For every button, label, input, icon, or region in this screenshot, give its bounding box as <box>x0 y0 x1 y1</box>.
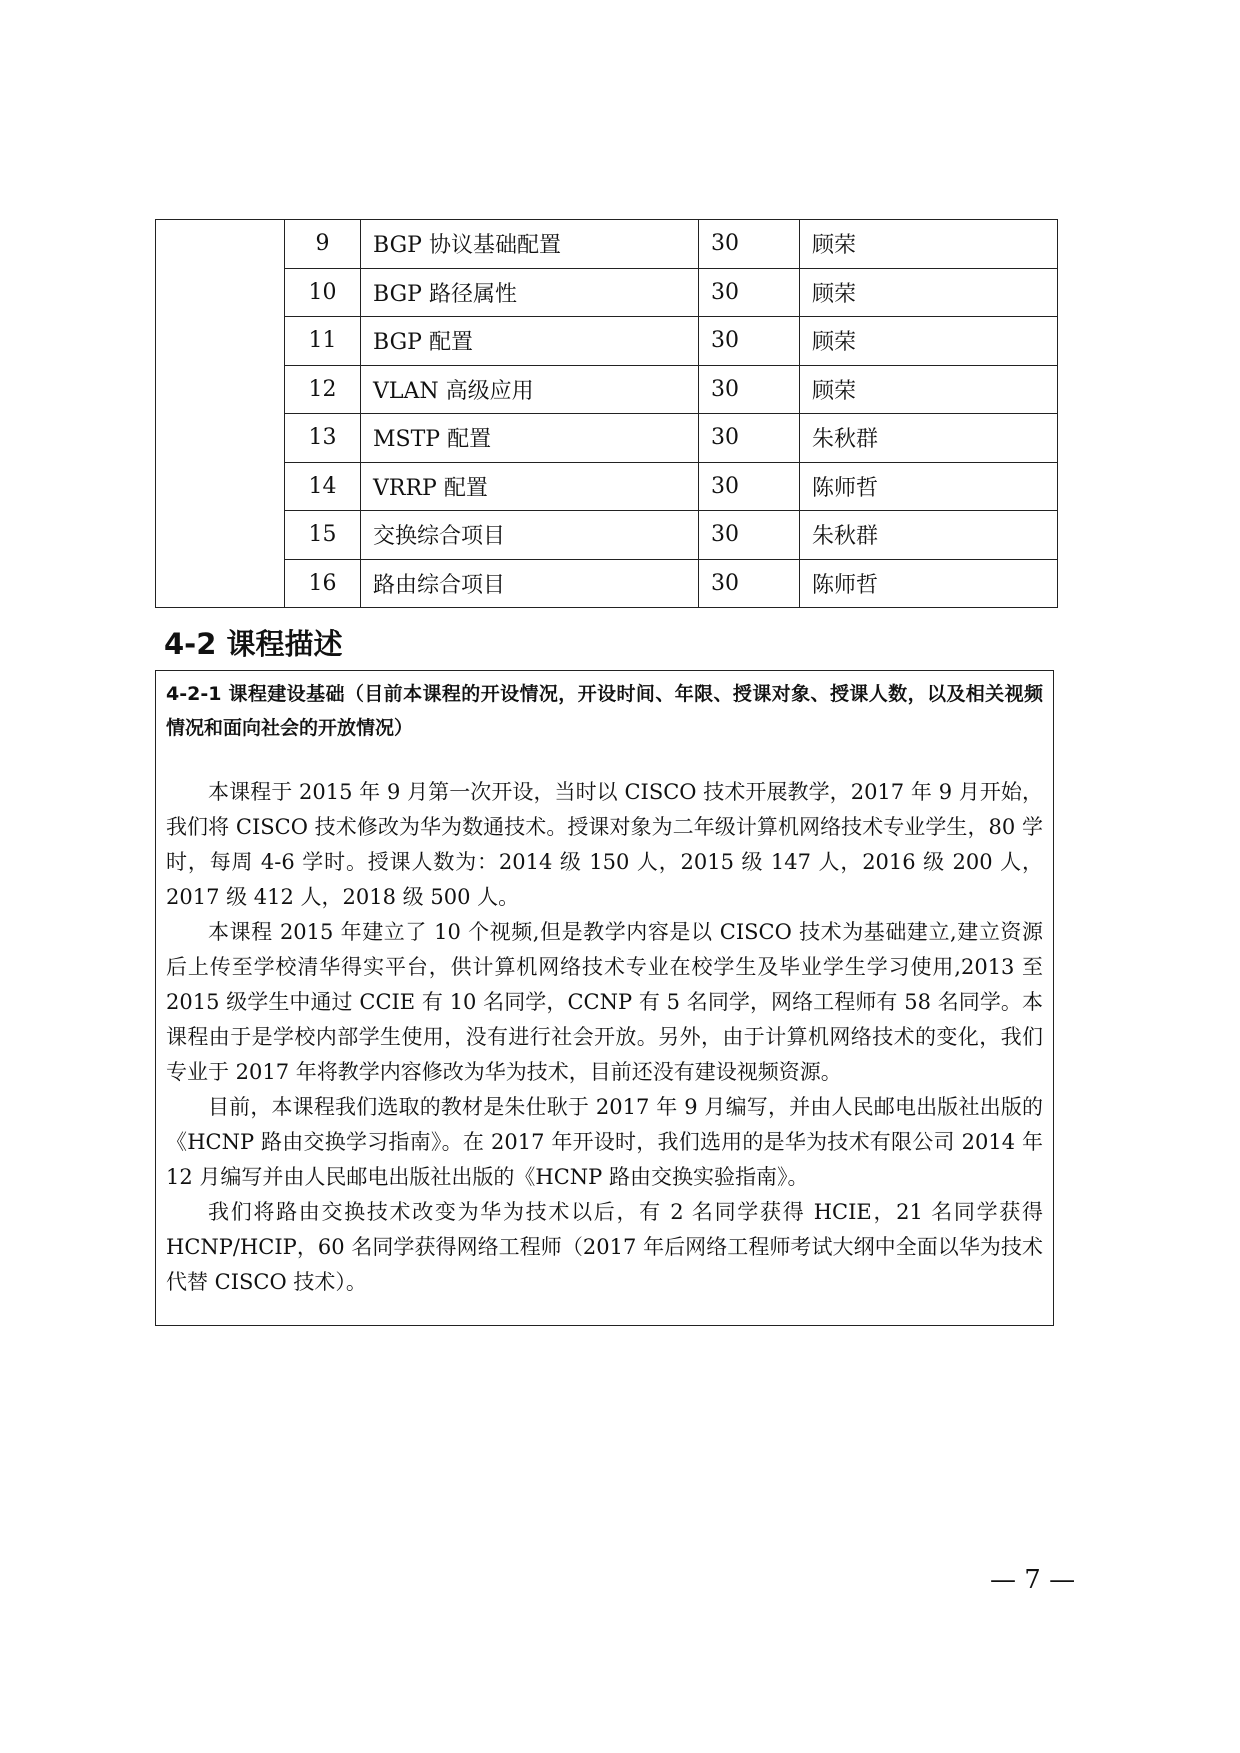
lesson-name: BGP 配置 <box>361 317 699 366</box>
lessons-table <box>155 219 1058 608</box>
lesson-name: 交换综合项目 <box>361 511 699 560</box>
lesson-number: 14 <box>285 462 361 511</box>
table-row <box>156 365 1058 414</box>
lesson-teacher: 朱秋群 <box>800 414 1058 463</box>
description-paragraph: 目前，本课程我们选取的教材是朱仕耿于 2017 年 9 月编写，并由人民邮电出版社出版的《HCNP 路由交换学习指南》。在 2017 年开设时，我们选用的是华为技术有限公司 2014 年 12 月编写并由人民邮电出版社出版的《HCNP 路由交换实验指南》。 <box>166 1095 1043 1189</box>
table-row <box>156 511 1058 560</box>
lesson-name: 路由综合项目 <box>361 559 699 608</box>
lesson-teacher: 朱秋群 <box>800 511 1058 560</box>
lesson-teacher: 陈师哲 <box>800 559 1058 608</box>
lesson-number: 10 <box>285 268 361 317</box>
lesson-name: BGP 协议基础配置 <box>361 220 699 269</box>
lessons-table-container <box>155 219 1058 608</box>
lesson-hours: 30 <box>699 220 800 269</box>
lesson-name: VRRP 配置 <box>361 462 699 511</box>
lesson-hours: 30 <box>699 268 800 317</box>
description-paragraph: 我们将路由交换技术改变为华为技术以后，有 2 名同学获得 HCIE，21 名同学获得 HCNP/HCIP，60 名同学获得网络工程师（2017 年后网络工程师考试大纲中全面以华为技术代替 CISCO 技术）。 <box>166 1200 1043 1294</box>
description-heading: 4-2-1 课程建设基础（目前本课程的开设情况，开设时间、年限、授课对象、授课人数，以及相关视频情况和面向社会的开放情况） <box>166 683 1043 739</box>
lesson-teacher: 顾荣 <box>800 365 1058 414</box>
lesson-name: VLAN 高级应用 <box>361 365 699 414</box>
lesson-number: 15 <box>285 511 361 560</box>
lesson-hours: 30 <box>699 511 800 560</box>
lesson-number: 9 <box>285 220 361 269</box>
lesson-hours: 30 <box>699 559 800 608</box>
lesson-hours: 30 <box>699 414 800 463</box>
lesson-number: 11 <box>285 317 361 366</box>
lessons-table-body <box>156 220 1058 608</box>
lesson-number: 12 <box>285 365 361 414</box>
table-row <box>156 559 1058 608</box>
description-body <box>166 775 1043 1300</box>
lesson-teacher: 陈师哲 <box>800 462 1058 511</box>
page-number: — 7 — <box>990 1565 1076 1595</box>
lesson-hours: 30 <box>699 365 800 414</box>
description-paragraph: 本课程 2015 年建立了 10 个视频,但是教学内容是以 CISCO 技术为基础建立,建立资源后上传至学校清华得实平台，供计算机网络技术专业在校学生及毕业学生学习使用,2013 至 2015 级学生中通过 CCIE 有 10 名同学，CCNP 有 5 名同学，网络工程师有 58 名同学。本课程由于是学校内部学生使用，没有进行社会开放。另外，由于计算机网络技术的变化，我们专业于 2017 年将教学内容修改为华为技术，目前还没有建设视频资源。 <box>166 920 1043 1084</box>
table-row <box>156 220 1058 269</box>
lesson-number: 16 <box>285 559 361 608</box>
lesson-teacher: 顾荣 <box>800 220 1058 269</box>
table-row <box>156 414 1058 463</box>
lesson-teacher: 顾荣 <box>800 268 1058 317</box>
lesson-teacher: 顾荣 <box>800 317 1058 366</box>
table-row <box>156 462 1058 511</box>
lesson-hours: 30 <box>699 462 800 511</box>
section-title: 4-2 课程描述 <box>164 627 343 661</box>
merged-blank-cell <box>156 220 285 608</box>
lesson-hours: 30 <box>699 317 800 366</box>
lesson-name: MSTP 配置 <box>361 414 699 463</box>
table-row <box>156 317 1058 366</box>
table-row <box>156 268 1058 317</box>
course-description-box <box>155 670 1054 1326</box>
lesson-number: 13 <box>285 414 361 463</box>
description-paragraph: 本课程于 2015 年 9 月第一次开设，当时以 CISCO 技术开展教学，2017 年 9 月开始，我们将 CISCO 技术修改为华为数通技术。授课对象为二年级计算机网络技术专业学生，80 学时，每周 4-6 学时。授课人数为：2014 级 150 人，2015 级 147 人，2016 级 200 人，2017 级 412 人，2018 级 500 人。 <box>166 780 1043 909</box>
lesson-name: BGP 路径属性 <box>361 268 699 317</box>
